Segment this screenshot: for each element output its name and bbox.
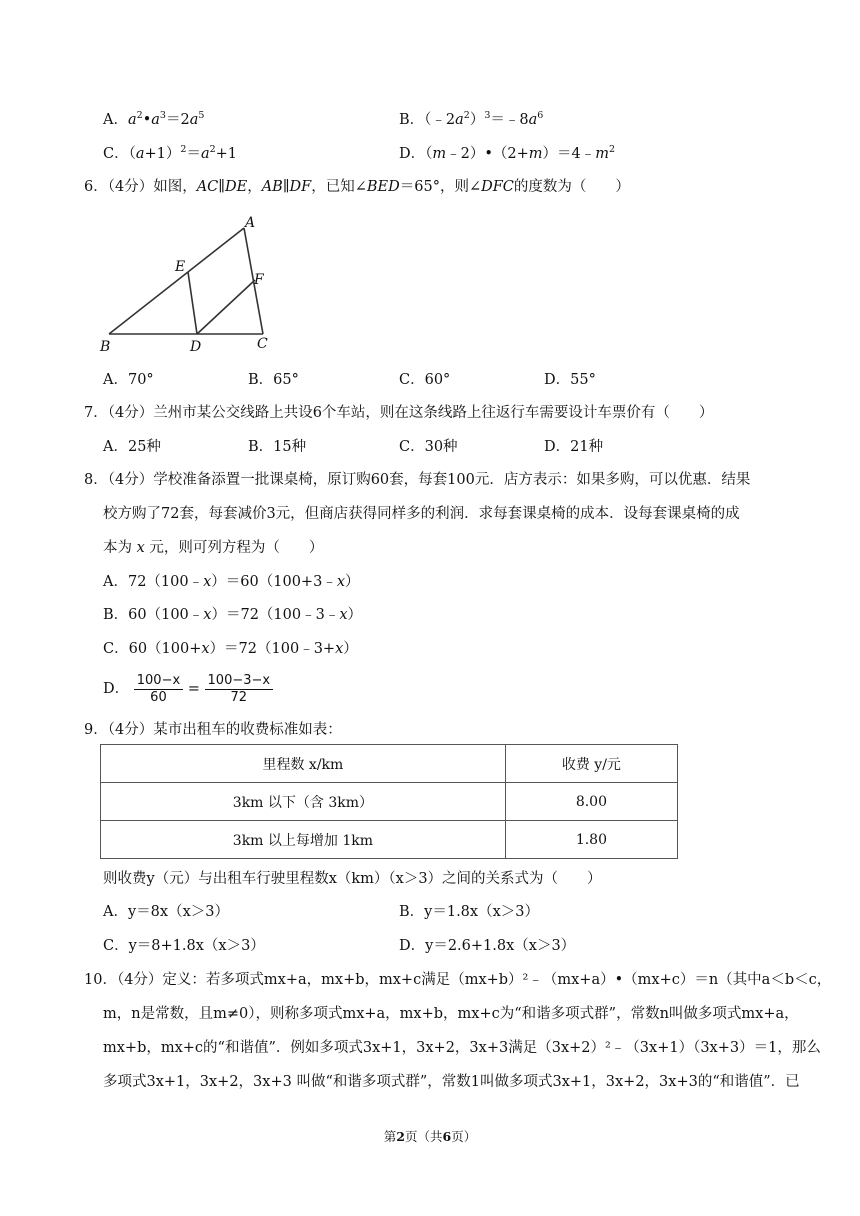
table-header-row bbox=[101, 745, 678, 783]
option-label: D． bbox=[103, 681, 130, 697]
q8-option-a bbox=[103, 572, 360, 592]
option-text: +1 bbox=[215, 146, 238, 162]
parallel-symbol: ∥ bbox=[282, 179, 290, 195]
option-text: ） bbox=[343, 641, 358, 657]
q6-stem bbox=[84, 177, 630, 197]
option-text: ＝ bbox=[186, 146, 201, 162]
parallel-symbol: ∥ bbox=[218, 179, 225, 195]
q8-var: x bbox=[136, 540, 145, 556]
q6-cond: DE bbox=[224, 179, 248, 195]
option-text: ） bbox=[345, 574, 360, 590]
q7-option-b: B．15种 bbox=[248, 439, 307, 455]
table-row bbox=[101, 783, 678, 821]
option-label: A． bbox=[103, 112, 128, 128]
q8-var: x bbox=[335, 641, 344, 657]
q6-angle: BED bbox=[366, 179, 400, 195]
table-cell: 1.80 bbox=[505, 821, 677, 859]
q8-text: 元，则可列方程为（ ） bbox=[149, 540, 324, 556]
table-header: 里程数 x/km bbox=[101, 745, 506, 783]
q6-cond: DF bbox=[289, 179, 312, 195]
q6-prefix: 6．（4分）如图， bbox=[84, 179, 197, 195]
q8-var: x bbox=[203, 607, 212, 623]
figure-label-a: A bbox=[245, 215, 256, 231]
equals-sign: = bbox=[187, 681, 200, 697]
q6-angle: DFC bbox=[481, 179, 514, 195]
figure-label-e: E bbox=[175, 259, 186, 275]
q8-text: 本为 bbox=[103, 540, 132, 556]
option-text: ＝﹣8 bbox=[490, 112, 529, 128]
q6-option-c: C．60° bbox=[399, 372, 451, 388]
line-df bbox=[197, 280, 255, 334]
table-cell: 3km 以下（含 3km） bbox=[101, 783, 506, 821]
q6-mid: ＝65°，则∠ bbox=[399, 179, 482, 195]
option-text: C．60（100+ bbox=[103, 641, 202, 657]
figure-label-f: F bbox=[254, 272, 264, 288]
q8-var: x bbox=[201, 641, 210, 657]
footer-text: 页） bbox=[451, 1129, 477, 1144]
q9-stem: 9．（4分）某市出租车的收费标准如表： bbox=[84, 722, 342, 738]
figure-label-b: B bbox=[100, 339, 111, 354]
q8-var: x bbox=[339, 607, 348, 623]
page-total: 6 bbox=[442, 1129, 452, 1144]
q6-option-a: A．70° bbox=[103, 372, 154, 388]
fraction-right bbox=[205, 673, 274, 706]
option-text: A．72（100﹣ bbox=[103, 574, 204, 590]
page-number: 2 bbox=[396, 1129, 405, 1144]
q8-option-d bbox=[103, 671, 273, 707]
footer-text: 页（共 bbox=[404, 1129, 443, 1144]
q8-stem-line2: 校方购了72套，每套减价3元，但商店获得同样多的利润．求每套课桌椅的成本．设每套课桌椅的成 bbox=[103, 506, 740, 522]
figure-label-d: D bbox=[190, 339, 202, 354]
q8-var: x bbox=[336, 574, 345, 590]
table-header: 收费 y/元 bbox=[505, 745, 677, 783]
q6-figure bbox=[95, 212, 285, 354]
option-label: C．（ bbox=[103, 146, 136, 162]
q7-stem: 7．（4分）兰州市某公交线路上共设6个车站，则在这条线路上往返行车需要设计车票价有（ ） bbox=[84, 405, 714, 421]
q6-option-d: D．55° bbox=[544, 372, 596, 388]
table-row bbox=[101, 821, 678, 859]
q6-mid: ，已知∠ bbox=[311, 179, 367, 195]
option-text: ） bbox=[469, 112, 485, 128]
q6-sep: ， bbox=[247, 179, 262, 195]
q5-option-c: C．$(a+1)^2=a^2+1$ bbox=[103, 144, 238, 162]
line-ba bbox=[109, 228, 244, 334]
q5-option-b: B．$(﹣2a^2)^3=﹣8a^6$ bbox=[399, 110, 544, 128]
q6-cond: AB bbox=[261, 179, 283, 195]
q7-option-a: A．25种 bbox=[103, 439, 161, 455]
q5-option-a: A．$a^2•a^3=2a^5$ bbox=[103, 110, 205, 128]
option-text: ﹣2）•（2+ bbox=[446, 146, 529, 162]
q10-line4: 多项式3x+1，3x+2，3x+3 叫做“和谐多项式群”，常数1叫做多项式3x+1，3x+2，3x+3的“和谐值”．已 bbox=[103, 1074, 800, 1090]
q8-var: x bbox=[203, 574, 212, 590]
q6-suffix: 的度数为（ ） bbox=[513, 179, 630, 195]
q9-follow: 则收费y（元）与出租车行驶里程数x（km）（x＞3）之间的关系式为（ ） bbox=[103, 871, 602, 887]
option-text: ）＝4﹣ bbox=[542, 146, 596, 162]
q9-option-d: D．y＝2.6+1.8x（x＞3） bbox=[399, 938, 576, 954]
table-cell: 3km 以上每增加 1km bbox=[101, 821, 506, 859]
q8-option-b bbox=[103, 605, 362, 625]
q9-option-a: A．y＝8x（x＞3） bbox=[103, 904, 229, 920]
fraction-numerator: 100−3−x bbox=[205, 673, 274, 690]
fraction-denominator: 60 bbox=[150, 689, 167, 705]
q7-option-c: C．30种 bbox=[399, 439, 458, 455]
q5-option-d: D．$(m﹣2)•(2+m)=4﹣m^2$ bbox=[399, 144, 616, 162]
option-text: ）＝60（100+3﹣ bbox=[211, 574, 337, 590]
q8-stem-line1: 8．（4分）学校准备添置一批课桌椅，原订购60套，每套100元．店方表示：如果多购，可以优惠．结果 bbox=[84, 472, 751, 488]
q10-line3: mx+b，mx+c的“和谐值”．例如多项式3x+1，3x+2，3x+3满足（3x+2）²﹣（3x+1）（3x+3）＝1，那么 bbox=[103, 1040, 821, 1056]
q10-line2: m，n是常数，且m≠0），则称多项式mx+a，mx+b，mx+c为“和谐多项式群”，常数n叫做多项式mx+a， bbox=[103, 1006, 799, 1022]
line-ed bbox=[188, 272, 197, 334]
option-text: +1） bbox=[144, 146, 181, 162]
option-label: B．（﹣2 bbox=[399, 112, 456, 128]
q9-option-c: C．y＝8+1.8x（x＞3） bbox=[103, 938, 265, 954]
option-text: ） bbox=[347, 607, 363, 623]
fraction-numerator: 100−x bbox=[134, 673, 183, 690]
fraction-left bbox=[134, 673, 183, 706]
q10-line1: 10．（4分）定义：若多项式mx+a，mx+b，mx+c满足（mx+b）²﹣（mx+a）•（mx+c）＝n（其中a＜b＜c， bbox=[84, 972, 832, 988]
fee-table bbox=[100, 744, 678, 859]
q8-option-c bbox=[103, 639, 358, 659]
q6-option-b: B．65° bbox=[248, 372, 299, 388]
option-text: B．60（100﹣ bbox=[103, 607, 204, 623]
fraction-denominator: 72 bbox=[230, 689, 248, 705]
footer-text: 第 bbox=[383, 1129, 397, 1144]
page-footer bbox=[0, 1127, 860, 1145]
table-cell: 8.00 bbox=[505, 783, 677, 821]
q6-cond: AC bbox=[196, 179, 219, 195]
option-label: D．（ bbox=[399, 146, 433, 162]
option-text: ）＝72（100﹣3﹣ bbox=[211, 607, 340, 623]
q8-stem-line3 bbox=[103, 538, 323, 558]
option-text: ）＝72（100﹣3+ bbox=[209, 641, 336, 657]
figure-label-c: C bbox=[257, 336, 268, 352]
q9-option-b: B．y＝1.8x（x＞3） bbox=[399, 904, 539, 920]
q7-option-d: D．21种 bbox=[544, 439, 604, 455]
